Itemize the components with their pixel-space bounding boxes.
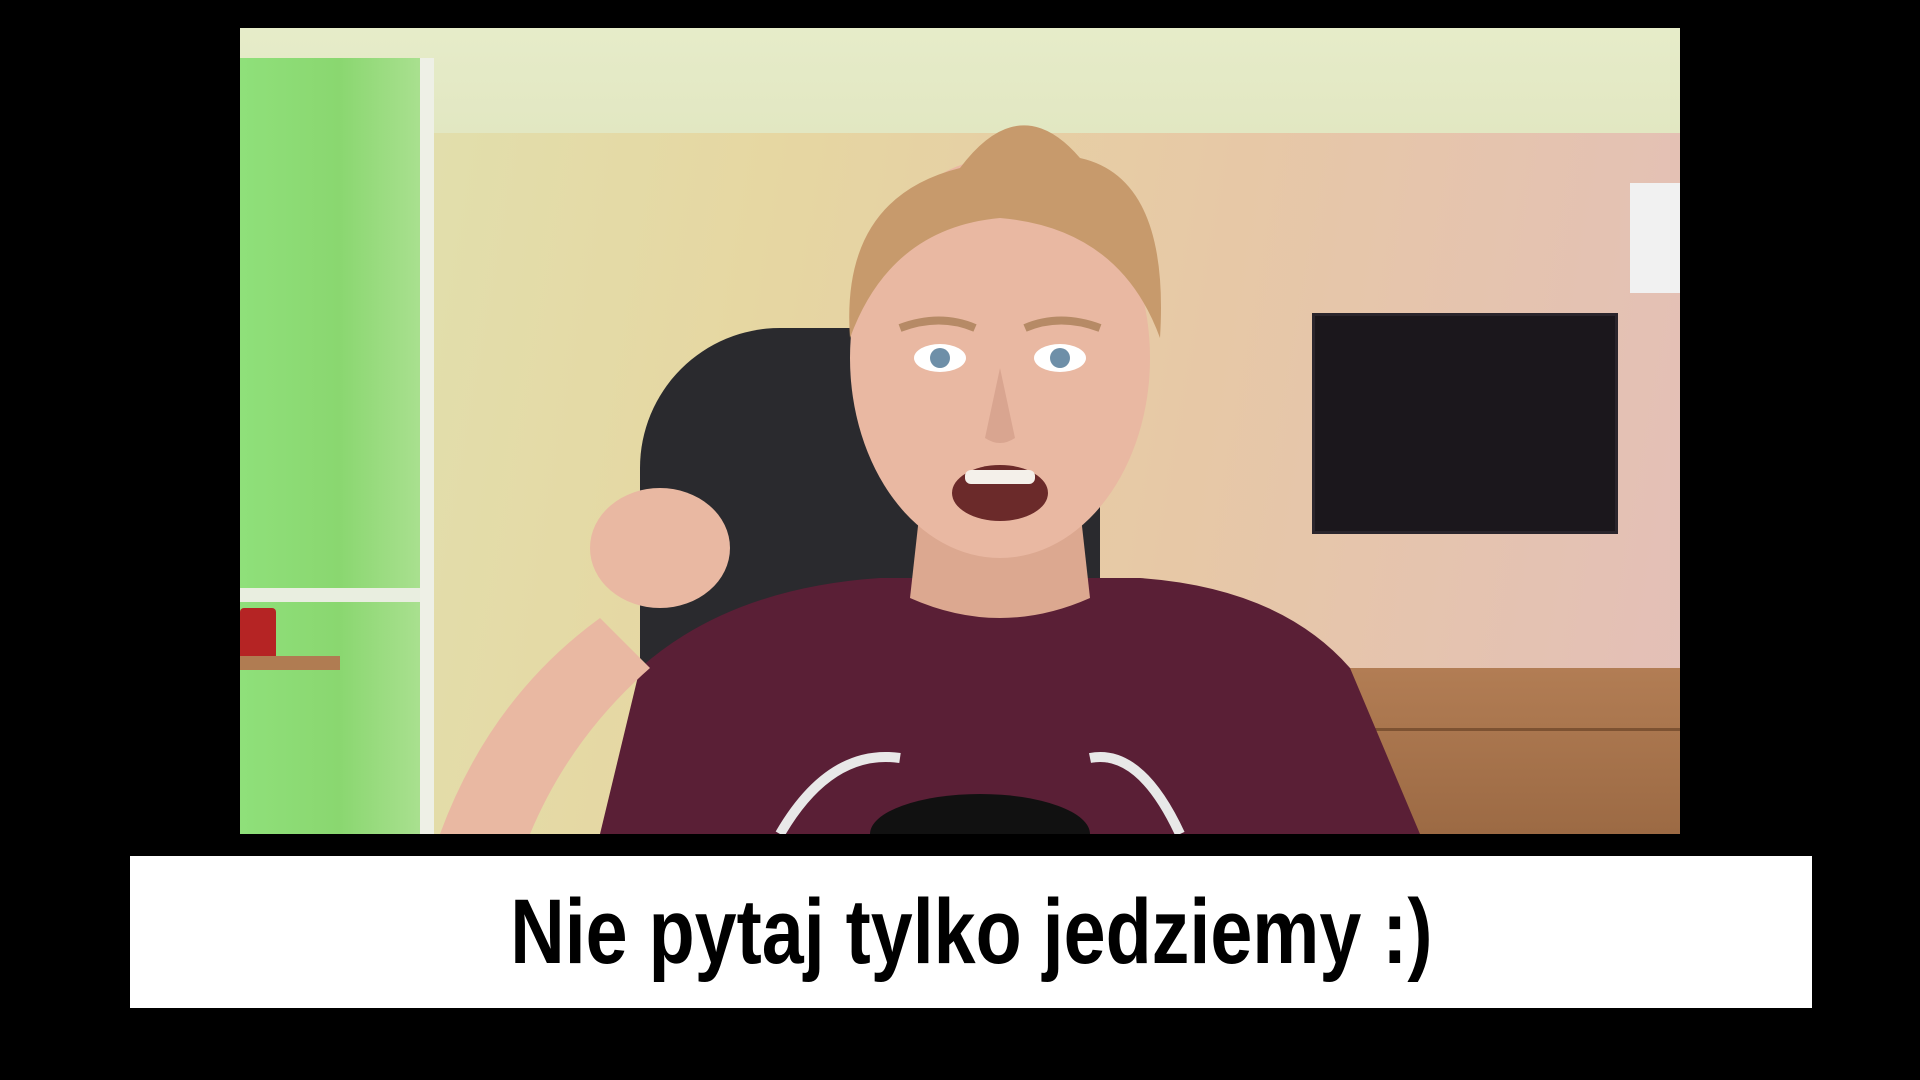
teeth — [965, 470, 1035, 484]
right-iris — [1050, 348, 1070, 368]
video-frame — [240, 28, 1680, 834]
plant-pot — [240, 608, 276, 660]
window-frame-bar — [240, 588, 420, 602]
wall-box — [1630, 183, 1680, 293]
subtitle-text: Nie pytaj tylko jedziemy :) — [509, 880, 1433, 983]
subtitle-box — [130, 856, 1812, 1008]
person-illustration — [400, 108, 1600, 834]
fist — [590, 488, 730, 608]
window-shelf — [240, 656, 340, 670]
left-iris — [930, 348, 950, 368]
